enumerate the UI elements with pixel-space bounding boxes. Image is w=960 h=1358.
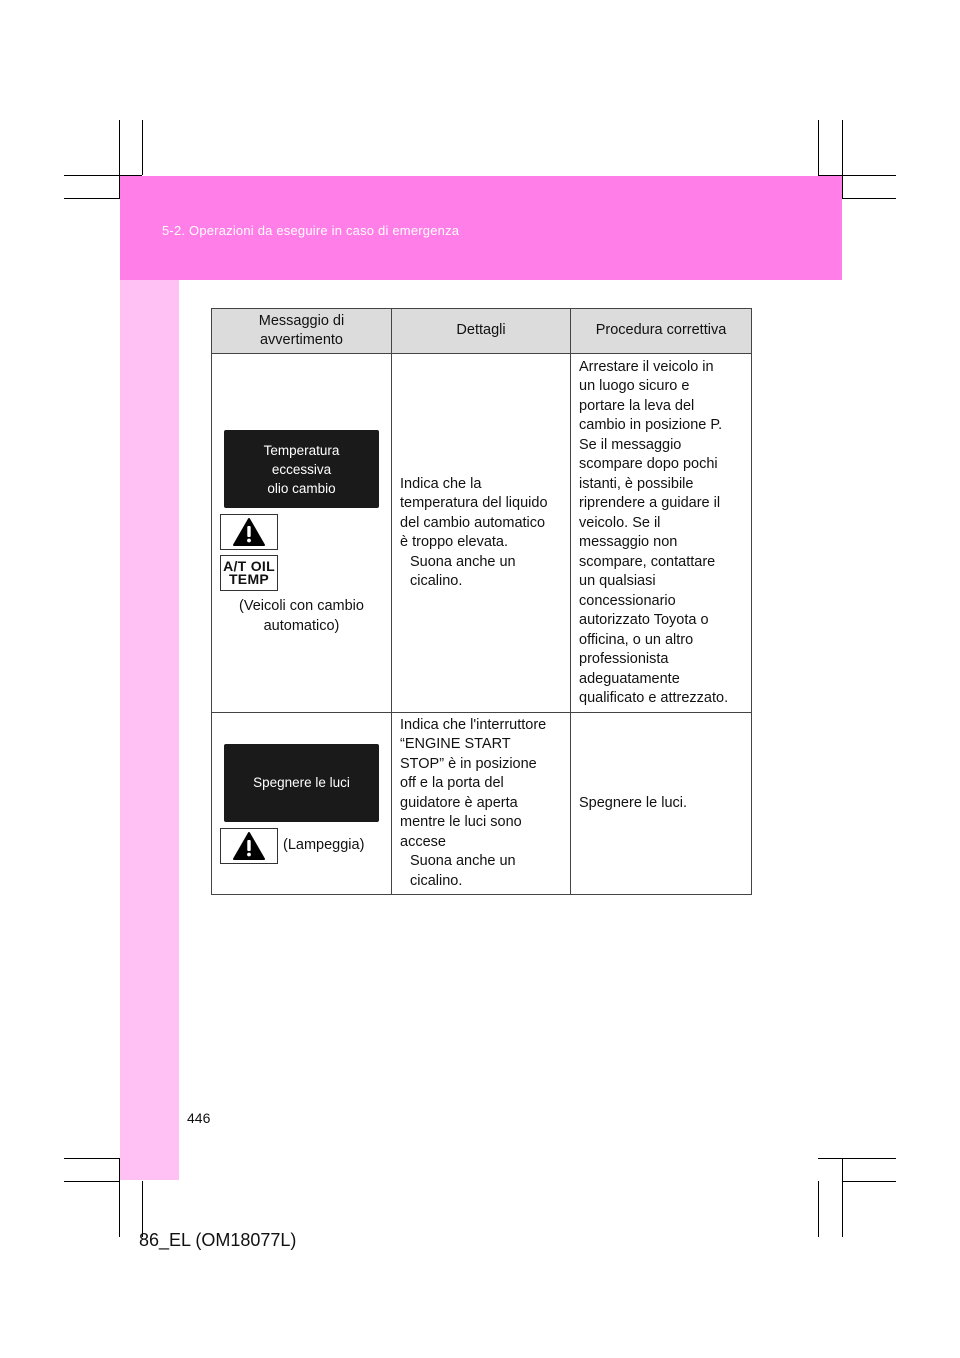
- column-header: Procedura correttiva: [571, 309, 752, 354]
- procedure-line: autorizzato Toyota o: [579, 612, 709, 628]
- procedure-cell: [571, 354, 752, 713]
- crop-mark: [64, 1181, 120, 1182]
- message-panel: [224, 430, 379, 508]
- procedure-line: scompare dopo pochi: [579, 456, 718, 472]
- details-line: accese: [400, 833, 446, 850]
- procedure-line: veicolo. Se il: [579, 514, 661, 531]
- section-title: 5-2. Operazioni da eseguire in caso di emergenza: [162, 223, 460, 238]
- details-sub-line: Suona anche un: [410, 553, 516, 570]
- procedure-line: istanti, è possibile: [579, 475, 694, 492]
- details-cell: [392, 713, 571, 895]
- details-line: Indica che l'interruttore: [400, 716, 547, 733]
- procedure-line: officina, o un altro: [579, 631, 694, 648]
- details-line: del cambio automatico: [400, 514, 546, 531]
- table-row: [212, 354, 752, 713]
- icon-label: A/T OIL: [223, 558, 275, 574]
- procedure-line: scompare, contattare: [579, 553, 716, 570]
- panel-text: Spegnere le luci: [253, 775, 350, 790]
- warning-triangle-icon: [220, 828, 278, 864]
- icon-label: TEMP: [228, 571, 270, 587]
- procedure-line: cambio in posizione P.: [579, 417, 723, 433]
- column-header: Messaggio di avvertimento: [212, 309, 392, 354]
- vehicle-note: (Veicoli con cambio automatico): [239, 598, 364, 634]
- crop-mark: [142, 1181, 143, 1237]
- at-oil-temp-icon: [220, 555, 278, 591]
- details-line: “ENGINE START: [400, 736, 511, 753]
- procedure-line: messaggio non: [579, 534, 678, 550]
- details-sub-line: cicalino.: [410, 573, 463, 589]
- details-line: off e la porta del: [400, 775, 504, 792]
- procedure-line: adeguatamente: [579, 670, 680, 687]
- crop-mark: [842, 120, 843, 198]
- side-strip: [120, 280, 179, 1180]
- details-line: STOP” è in posizione: [400, 755, 537, 772]
- crop-mark: [842, 1158, 843, 1237]
- page-number: 446: [187, 1110, 211, 1126]
- crop-mark: [142, 120, 143, 175]
- details-line: guidatore è aperta: [400, 794, 518, 811]
- procedure-text: Spegnere le luci.: [579, 794, 688, 811]
- details-cell: [392, 354, 571, 713]
- procedure-line: portare la leva del: [579, 397, 695, 414]
- crop-mark: [842, 1181, 896, 1182]
- procedure-line: concessionario: [579, 592, 676, 609]
- warning-message-cell: [212, 713, 392, 895]
- panel-text: eccessiva: [271, 461, 332, 477]
- procedure-cell: [571, 713, 752, 895]
- procedure-line: professionista: [579, 651, 669, 667]
- details-sub-line: Suona anche un: [410, 853, 516, 870]
- panel-text: Temperatura: [263, 442, 340, 458]
- procedure-line: un luogo sicuro e: [579, 378, 690, 394]
- crop-mark: [818, 1181, 819, 1237]
- procedure-line: Arrestare il veicolo in: [579, 358, 714, 375]
- procedure-line: un qualsiasi: [579, 573, 656, 589]
- procedure-line: Se il messaggio: [579, 436, 682, 453]
- table-header-row: [212, 309, 752, 354]
- warning-message-cell: [212, 354, 392, 713]
- procedure-line: riprendere a guidare il: [579, 495, 721, 511]
- crop-mark: [818, 1158, 896, 1159]
- details-line: Indica che la: [400, 475, 482, 492]
- details-sub-line: cicalino.: [410, 872, 463, 889]
- table-row: [212, 713, 752, 895]
- panel-text: olio cambio: [267, 480, 336, 496]
- column-header: Dettagli: [392, 309, 571, 354]
- details-line: è troppo elevata.: [400, 534, 509, 550]
- document-code: 86_EL (OM18077L): [139, 1230, 297, 1250]
- flash-note: (Lampeggia): [283, 836, 365, 853]
- warning-triangle-icon: [220, 514, 278, 550]
- message-panel: [224, 744, 379, 822]
- warning-table: [211, 308, 752, 895]
- details-line: temperatura del liquido: [400, 495, 548, 511]
- details-line: mentre le luci sono: [400, 814, 522, 831]
- crop-mark: [818, 120, 819, 175]
- procedure-line: qualificato e attrezzato.: [579, 690, 729, 706]
